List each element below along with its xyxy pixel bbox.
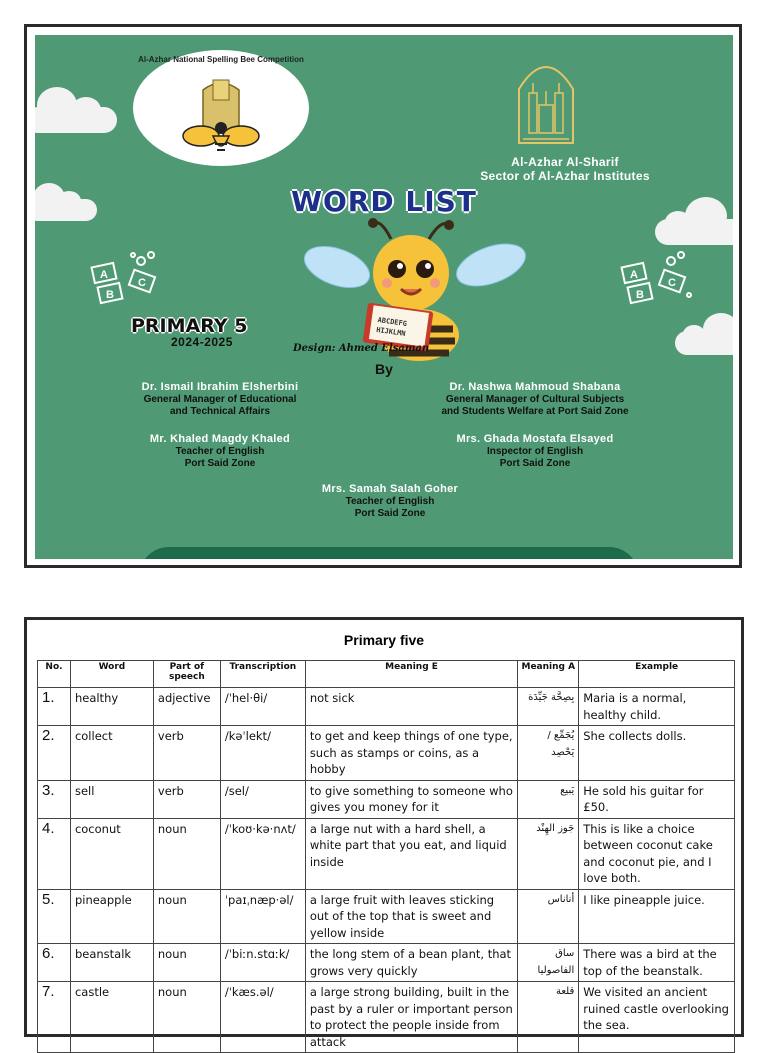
table-row	[38, 726, 735, 781]
word-table	[37, 660, 735, 1053]
author-card	[385, 381, 685, 419]
word-table-page	[24, 617, 744, 1049]
row-number: 3.	[38, 780, 71, 818]
svg-text:HIJKLMN: HIJKLMN	[375, 325, 407, 338]
author-role: and Students Welfare at Port Said Zone	[441, 406, 629, 417]
table-row	[38, 944, 735, 982]
author-role: General Manager of Cultural Subjects	[445, 393, 625, 405]
meaning-english-cell: to get and keep things of one type, such as stamps or coins, as a hobby	[305, 726, 517, 781]
row-number: 4.	[38, 818, 71, 889]
meaning-arabic-cell: جَوز الهِنْد	[518, 818, 579, 889]
author-name: Dr. Nashwa Mahmoud Shabana	[449, 381, 621, 393]
author-role: Teacher of English	[175, 445, 265, 457]
meaning-arabic-cell: ساق الفاصوليا	[518, 944, 579, 982]
word-cell: collect	[70, 726, 153, 781]
meaning-arabic-cell: يُجَمِّع / يَحْصِد	[518, 726, 579, 781]
transcription-cell: /kəˈlekt/	[220, 726, 305, 781]
example-cell: There was a bird at the top of the beanstalk.	[579, 944, 735, 982]
meaning-english-cell: a large strong building, built in the past by a ruler or important person to protect the people inside from attack	[305, 982, 517, 1053]
author-role: Port Said Zone	[354, 508, 426, 519]
cloud-decoration	[655, 219, 733, 245]
column-header: Meaning A	[518, 661, 579, 688]
block-letter-c: C	[668, 277, 676, 289]
transcription-cell: /ˈbiːn.stɑːk/	[220, 944, 305, 982]
spelling-bee-logo	[133, 50, 309, 166]
word-cell: coconut	[70, 818, 153, 889]
meaning-english-cell: to give something to someone who gives you money for it	[305, 780, 517, 818]
meaning-arabic-cell: بِصِحَّة جَيِّدَة	[518, 688, 579, 726]
cover-frame	[24, 24, 742, 568]
cover-title: WORD LIST	[291, 185, 477, 218]
pos-cell: verb	[153, 726, 220, 781]
author-card	[95, 381, 345, 419]
pos-cell: noun	[153, 944, 220, 982]
column-header: Transcription	[220, 661, 305, 688]
cloud-decoration	[35, 107, 117, 133]
transcription-cell: /ˈhel·θi/	[220, 688, 305, 726]
meaning-arabic-cell: أناناس	[518, 889, 579, 944]
table-header-row	[38, 661, 735, 688]
school-year: 2024-2025	[171, 335, 233, 349]
table-row	[38, 982, 735, 1053]
pos-cell: noun	[153, 818, 220, 889]
author-card	[385, 433, 685, 471]
author-card	[95, 433, 345, 471]
table-row	[38, 688, 735, 726]
author-card	[240, 483, 540, 521]
word-cell: healthy	[70, 688, 153, 726]
column-header: Example	[579, 661, 735, 688]
example-cell: We visited an ancient ruined castle overlooking the sea.	[579, 982, 735, 1053]
author-role: Port Said Zone	[184, 458, 256, 469]
meaning-english-cell: the long stem of a bean plant, that grows very quickly	[305, 944, 517, 982]
institution-line: Al-Azhar Al-Sharif	[511, 155, 619, 169]
column-header: No.	[38, 661, 71, 688]
pos-cell: noun	[153, 982, 220, 1053]
example-cell: Maria is a normal, healthy child.	[579, 688, 735, 726]
table-title: Primary five	[343, 632, 425, 648]
example-cell: He sold his guitar for £50.	[579, 780, 735, 818]
row-number: 1.	[38, 688, 71, 726]
column-header: Meaning E	[305, 661, 517, 688]
pos-cell: adjective	[153, 688, 220, 726]
meaning-arabic-cell: قلعة	[518, 982, 579, 1053]
bee-logo-icon	[133, 50, 309, 166]
word-cell: sell	[70, 780, 153, 818]
example-cell: She collects dolls.	[579, 726, 735, 781]
author-name: Mrs. Samah Salah Goher	[321, 483, 459, 495]
example-cell: This is like a choice between coconut cake and coconut pie, and I love both.	[579, 818, 735, 889]
table-row	[38, 818, 735, 889]
row-number: 7.	[38, 982, 71, 1053]
meaning-english-cell: not sick	[305, 688, 517, 726]
block-letter-b: B	[106, 289, 114, 301]
author-role: Port Said Zone	[499, 458, 571, 469]
cloud-decoration	[675, 331, 733, 355]
block-letter-a: A	[630, 269, 638, 281]
by-label: By	[375, 361, 393, 377]
word-cell: pineapple	[70, 889, 153, 944]
row-number: 5.	[38, 889, 71, 944]
abc-blocks-icon	[619, 249, 699, 309]
block-letter-b: B	[636, 289, 644, 301]
example-cell: I like pineapple juice.	[579, 889, 735, 944]
author-name: Mr. Khaled Magdy Khaled	[149, 433, 291, 445]
author-role: Teacher of English	[345, 495, 435, 507]
block-letter-c: C	[138, 277, 146, 289]
column-header: Part of speech	[153, 661, 220, 688]
transcription-cell: ˈpaɪˌnæp·əl/	[220, 889, 305, 944]
transcription-cell: /ˈkoʊ·kə·nʌt/	[220, 818, 305, 889]
word-cell: beanstalk	[70, 944, 153, 982]
meaning-english-cell: a large nut with a hard shell, a white part that you eat, and liquid inside	[305, 818, 517, 889]
table-row	[38, 780, 735, 818]
transcription-cell: /sel/	[220, 780, 305, 818]
author-role: General Manager of Educational	[143, 393, 297, 405]
institution-line: Sector of Al-Azhar Institutes	[480, 169, 650, 183]
grade-label: PRIMARY 5	[131, 315, 248, 337]
logo-text: Al-Azhar National Spelling Bee Competition	[138, 55, 304, 64]
cover-page	[35, 35, 733, 559]
author-role: Inspector of English	[486, 445, 584, 457]
meaning-english-cell: a large fruit with leaves sticking out of the top that is sweet and yellow inside	[305, 889, 517, 944]
word-cell: castle	[70, 982, 153, 1053]
column-header: Word	[70, 661, 153, 688]
al-azhar-emblem-icon	[515, 49, 577, 145]
svg-text:ABCDEFG: ABCDEFG	[377, 316, 408, 329]
institution-heading	[415, 155, 715, 183]
author-name: Mrs. Ghada Mostafa Elsayed	[456, 433, 614, 445]
row-number: 6.	[38, 944, 71, 982]
row-number: 2.	[38, 726, 71, 781]
pos-cell: verb	[153, 780, 220, 818]
bottom-decoration	[139, 547, 639, 559]
author-role: and Technical Affairs	[169, 406, 271, 417]
design-credit: Design: Ahmed Elsaman	[293, 343, 430, 354]
author-name: Dr. Ismail Ibrahim Elsherbini	[141, 381, 299, 393]
transcription-cell: /ˈkæs.əl/	[220, 982, 305, 1053]
abc-blocks-icon	[89, 249, 169, 309]
table-row	[38, 889, 735, 944]
meaning-arabic-cell: يَبيع	[518, 780, 579, 818]
block-letter-a: A	[100, 269, 108, 281]
pos-cell: noun	[153, 889, 220, 944]
